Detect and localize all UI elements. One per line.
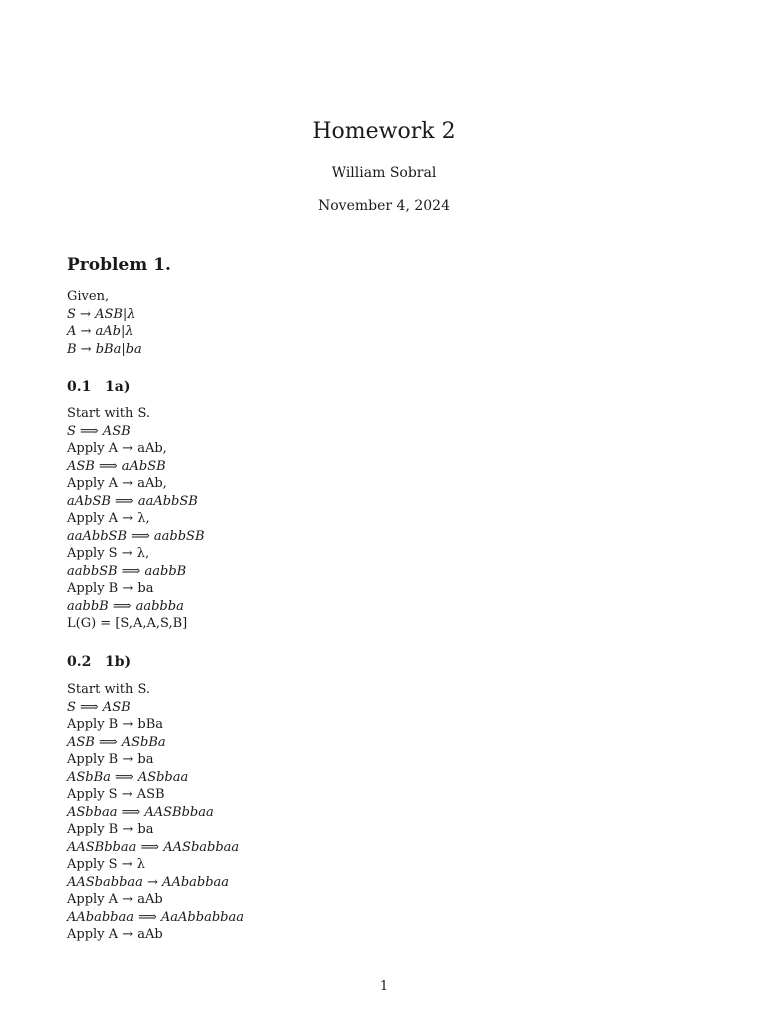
section-1a-derivation bbox=[67, 405, 205, 633]
math-line: aAbSB ⟹ aaAbbSB bbox=[67, 493, 198, 509]
text-line: Apply A → aAb, bbox=[67, 441, 167, 456]
text-line: Apply B → ba bbox=[67, 822, 154, 837]
document-author: William Sobral bbox=[331, 165, 437, 181]
text-line: Apply A → aAb, bbox=[67, 476, 167, 491]
section-1b-number: 0.2 bbox=[67, 654, 92, 670]
math-line: S ⟹ ASB bbox=[67, 699, 131, 715]
section-1a-number: 0.1 bbox=[67, 379, 92, 395]
section-1a-heading bbox=[67, 377, 130, 397]
math-line: ASbbaa ⟹ AASBbbaa bbox=[67, 804, 214, 820]
given-block bbox=[67, 288, 142, 358]
text-line: Apply S → ASB bbox=[67, 787, 165, 802]
text-line: Apply S → λ, bbox=[67, 546, 150, 561]
math-line: aaAbbSB ⟹ aabbSB bbox=[67, 528, 205, 544]
text-line: Apply B → ba bbox=[67, 752, 154, 767]
page-number: 1 bbox=[379, 979, 389, 994]
math-line: aabbSB ⟹ aabbB bbox=[67, 563, 187, 579]
text-line: Apply A → λ, bbox=[67, 511, 150, 526]
text-line: Given, bbox=[67, 289, 110, 304]
math-line: AAbabbaa ⟹ AaAbbabbaa bbox=[67, 909, 244, 925]
text-line: Apply A → aAb bbox=[67, 927, 163, 942]
text-line: Apply B → bBa bbox=[67, 717, 164, 732]
math-line: AASBbbaa ⟹ AASbabbaa bbox=[67, 839, 240, 855]
math-line: ASB ⟹ ASbBa bbox=[67, 734, 166, 750]
document-date: November 4, 2024 bbox=[318, 198, 450, 214]
math-line: S → ASB|λ bbox=[67, 306, 136, 322]
math-line: S ⟹ ASB bbox=[67, 423, 131, 439]
text-line: Apply S → λ bbox=[67, 857, 145, 872]
text-line: Apply B → ba bbox=[67, 581, 154, 596]
math-line: ASB ⟹ aAbSB bbox=[67, 458, 166, 474]
document-title: Homework 2 bbox=[312, 119, 456, 144]
text-line: Start with S. bbox=[67, 682, 151, 697]
math-line: B → bBa|ba bbox=[67, 341, 142, 357]
math-line: ASbBa ⟹ ASbbaa bbox=[67, 769, 189, 785]
math-line: AASbabbaa → AAbabbaa bbox=[67, 874, 230, 890]
text-line: Start with S. bbox=[67, 406, 151, 421]
section-1a-label: 1a) bbox=[105, 379, 131, 395]
text-line: L(G) = [S,A,A,S,B] bbox=[67, 616, 188, 631]
math-line: A → aAb|λ bbox=[67, 324, 134, 339]
problem-1-heading: Problem 1. bbox=[67, 255, 171, 275]
math-line: aabbB ⟹ aabbba bbox=[67, 598, 184, 614]
section-1b-derivation bbox=[67, 681, 244, 944]
section-1b-label: 1b) bbox=[105, 654, 132, 670]
text-line: Apply A → aAb bbox=[67, 892, 163, 907]
section-1b-heading bbox=[67, 652, 131, 672]
